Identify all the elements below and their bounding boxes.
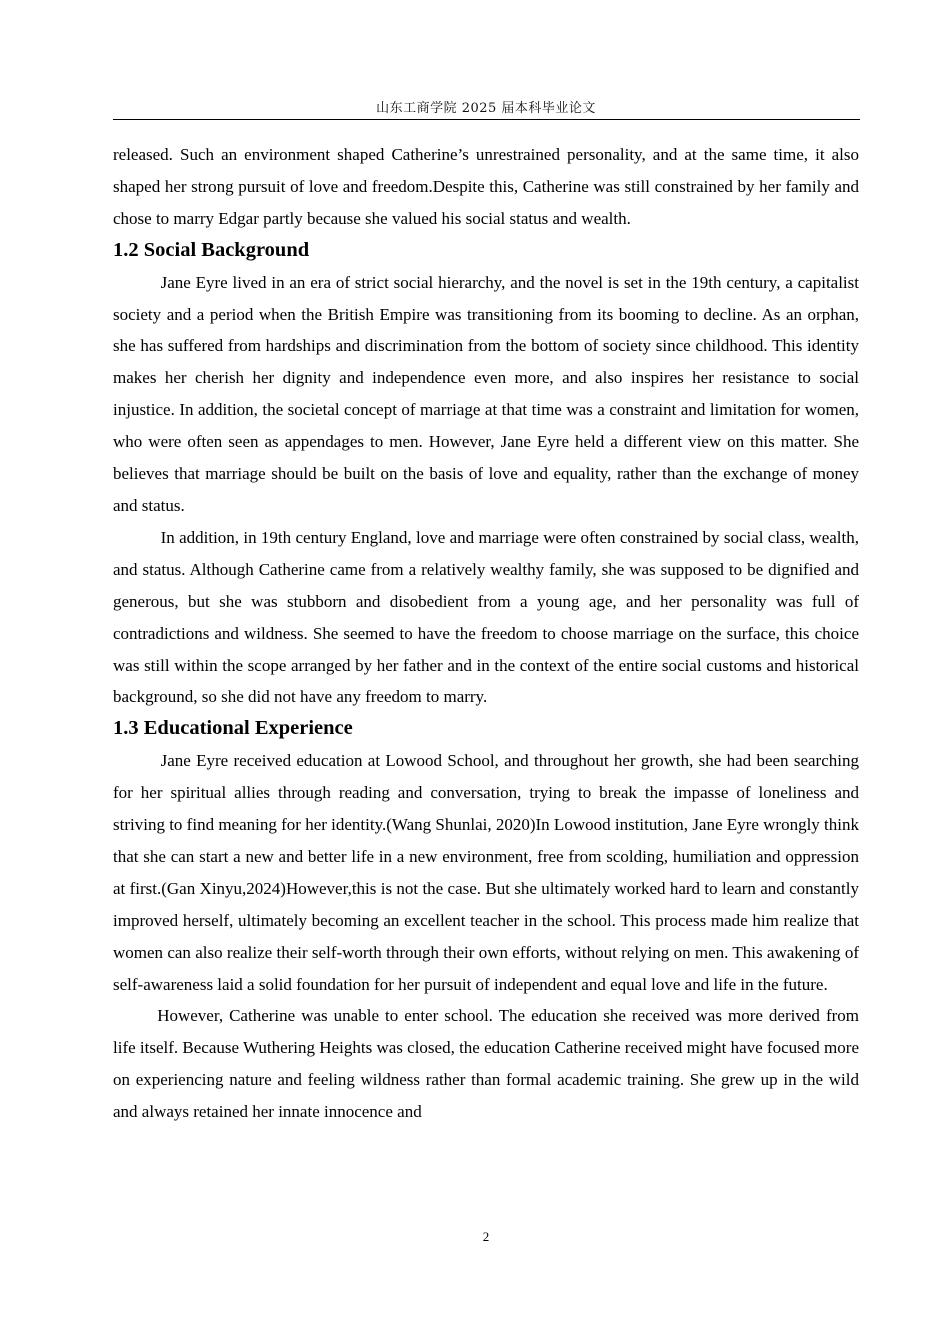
page-number: 2 bbox=[482, 1229, 490, 1244]
paragraph-education-1: Jane Eyre received education at Lowood School, and throughout her growth, she had been searching for her spiritual allies through reading and conversation, trying to break the impasse of loneliness and striving to find meaning for her identity.(Wang Shunlai, 2020)In Lowood institution, Jane Eyre wrongly think that she can start a new and better life in a new environment, free from scolding, humiliation and oppression at first.(Gan Xinyu,2024)However,this is not the case. But she ultimately worked hard to learn and constantly improved herself, ultimately becoming an excellent teacher in the school. This process made him realize that women can also realize their self-worth through their own efforts, without relying on men. This awakening of self-awareness laid a solid foundation for her pursuit of independent and equal love and life in the future. bbox=[113, 751, 859, 994]
section-heading-1-3: 1.3 Educational Experience bbox=[113, 717, 353, 740]
paragraph-social-1: Jane Eyre lived in an era of strict social hierarchy, and the novel is set in the 19th century, a capitalist society and a period when the British Empire was transitioning from its booming to decline. As an orphan, she has suffered from hardships and discrimination from the bottom of society since childhood. This identity makes her cherish her dignity and independence even more, and also inspires her resistance to social injustice. In addition, the societal concept of marriage at that time was a constraint and limitation for women, who were often seen as appendages to men. However, Jane Eyre held a different view on this matter. She believes that marriage should be built on the basis of love and equality, rather than the exchange of money and status. bbox=[113, 272, 859, 515]
section-heading-1-2: 1.2 Social Background bbox=[113, 238, 310, 261]
body-text bbox=[113, 139, 859, 1128]
running-header: 山东工商学院 2025 届本科毕业论文 bbox=[376, 101, 596, 116]
paragraph-intro: released. Such an environment shaped Catherine’s unrestrained personality, and at the same time, it also shaped her strong pursuit of love and freedom.Despite this, Catherine was still constrained by her family and chose to marry Edgar partly because she valued his social status and wealth. bbox=[113, 145, 859, 228]
paragraph-education-2: However, Catherine was unable to enter school. The education she received was more derived from life itself. Because Wuthering Heights was closed, the education Catherine received might have focused more on experiencing nature and feeling wildness rather than formal academic training. She grew up in the wild and always retained her innate innocence and bbox=[113, 1006, 859, 1122]
paragraph-social-2: In addition, in 19th century England, love and marriage were often constrained by social class, wealth, and status. Although Catherine came from a relatively wealthy family, she was supposed to be dignified and generous, but she was stubborn and disobedient from a young age, and her personality was full of contradictions and wildness. She seemed to have the freedom to choose marriage on the surface, this choice was still within the scope arranged by her father and in the context of the entire social customs and historical background, so she did not have any freedom to marry. bbox=[113, 527, 859, 707]
header-rule bbox=[113, 119, 860, 120]
